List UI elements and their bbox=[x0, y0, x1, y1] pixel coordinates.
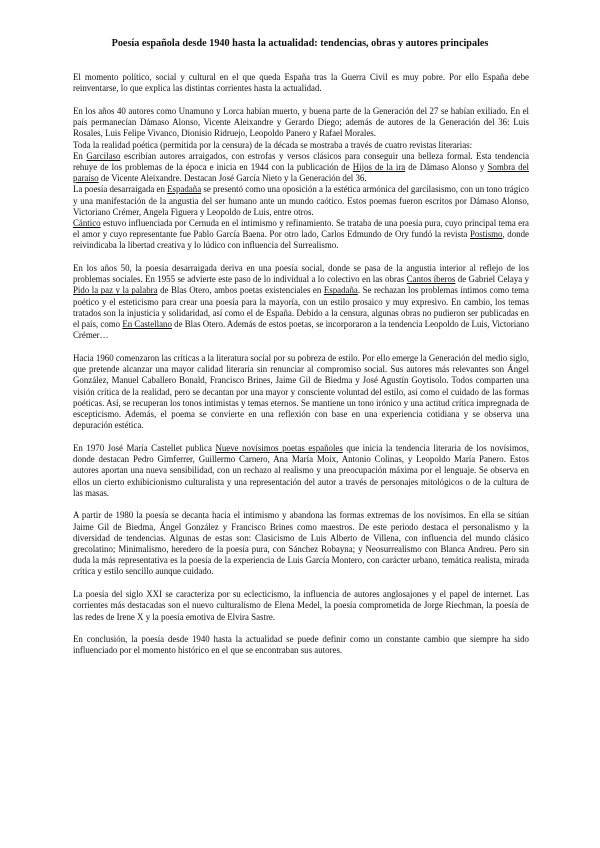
work-title-pido-la-paz: Pido la paz y la palabra bbox=[73, 285, 158, 296]
work-title-en-castellano: En Castellano bbox=[122, 319, 172, 330]
paragraph-40s-journals: Toda la realidad poética (permitida por la censura) de la década se mostraba a través de cuatro revistas literarias: bbox=[73, 139, 473, 150]
document-title: Poesía española desde 1940 hasta la actualidad: tendencias, obras y autores principales bbox=[111, 38, 489, 49]
paragraph-70s: En 1970 José María Castellet publica Nueve novísimos poetas españoles que inicia la tendencia literaria de los novísimos, donde destacan Pedro Gimferrer, Guillermo Carnero, Ana María Moix, Antonio Colinas, y Leopoldo María Panero. Estos autores aportan una nueva sensibilidad, con un rechazo al realismo y una preocupación máxima por el lenguaje. Se observa en ellos un cierto exhibicionismo culturalista y una representación del autor a través de personajes mitológicos o de la cultura de las masas. bbox=[73, 442, 529, 498]
paragraph-cantico: Cántico estuvo influenciada por Cernuda en el intimismo y refinamiento. Se trataba de una poesía pura, cuyo principal tema era el amor y cuyo representante fue Pablo García Baena. Por otro lado, Carlos Edmundo de Ory fundó la revista Postismo, donde reivindicaba la libertad creativa y lo lúdico con influencia del Surrealismo. bbox=[73, 217, 529, 251]
paragraph-40s-authors: En los años 40 autores como Unamuno y Lorca habían muerto, y buena parte de la Generación del 27 se habían exiliado. En el país permanecían Dámaso Alonso, Vicente Aleixandre y Gerardo Diego; además de autores de la Generación del 36: Luis Rosales, Luis Felipe Vivanco, Dionisio Ridruejo, Leopoldo Panero y Rafael Morales. bbox=[73, 105, 529, 139]
work-title-hijos-de-la-ira: Hijos de la ira bbox=[352, 161, 406, 172]
paragraph-80s: A partir de 1980 la poesía se decanta hacia el intimismo y abandona las formas extremas de los novísimos. En ella se sitúan Jaime Gil de Biedma, Ángel González y Francisco Brines como maestros. De este periodo destaca el personalismo y la diversidad de tendencias. Algunas de estas son: Clasicismo de Luis Alberto de Villena, con influencia del mundo clásico grecolatino; Minimalismo, heredero de la poesía pura, con Sánchez Robayna; y Neosurrealismo con Blanca Andreu. Pero sin duda la más representativa es la poesía de la experiencia de Luis García Montero, con carácter urbano, temática realista, mirada crítica y estilo sencillo aunque cuidado. bbox=[73, 510, 529, 577]
document-body bbox=[73, 72, 529, 657]
journal-title-garcilaso: Garcilaso bbox=[86, 150, 121, 161]
paragraph-conclusion: En conclusión, la poesía desde 1940 hasta la actualidad se puede definir como un constante cambio que siempre ha sido influenciado por el momento histórico en el que se encontraban sus autores. bbox=[73, 634, 529, 656]
journal-title-espadana: Espadaña bbox=[167, 184, 202, 195]
paragraph-50s: En los años 50, la poesía desarraigada deriva en una poesía social, donde se pasa de la angustia interior al reflejo de los problemas sociales. En 1955 se advierte este paso de lo individual a lo colectivo en las obras Cantos íberos de Gabriel Celaya y Pido la paz y la palabra de Blas Otero, ambos poetas existenciales en Espadaña. Se rechazan los problemas íntimos como tema poético y el esteticismo para crear una poesía para la mayoría, con un estilo prosaico y muy expresivo. En cambio, los temas tratados son la injusticia y solidaridad, así como el de España. Debido a la censura, algunas obras no pudieron ser publicadas en el país, como En Castellano de Blas Otero. Además de estos poetas, se incorporaron a la tendencia Leopoldo de Luis, Victoriano Crémer… bbox=[73, 263, 530, 341]
paragraph-garcilaso: En Garcilaso escribían autores arraigados, con estrofas y versos clásicos para conseguir una belleza formal. Esta tendencia rehuye de los problemas de la época e inicia en 1944 con la publicación de Hijos de la ira de Dámaso Alonso y Sombra del paraíso de Vicente Aleixandre. Destacan José García Nieto y la Generación del 36. bbox=[73, 150, 530, 184]
paragraph-21st-century: La poesía del siglo XXI se caracteriza por su eclecticismo, la influencia de autores anglosajones y el papel de internet. Las corrientes más destacadas son el nuevo culturalismo de Elena Medel, la poesía comprometida de Jorge Riechman, la poesía de las redes de Irene X y la poesía emotiva de Elvira Sastre. bbox=[73, 589, 529, 622]
work-title-nueve-novisimos: Nueve novísimos poetas españoles bbox=[215, 442, 343, 453]
paragraph-intro: El momento político, social y cultural en el que queda España tras la Guerra Civil es muy pobre. Por ello España debe reinventarse, lo que explica las distintas corrientes hasta la actualidad. bbox=[73, 72, 529, 94]
work-title-cantos-iberos: Cantos íberos bbox=[406, 274, 456, 285]
paragraph-espadana: La poesía desarraigada en Espadaña se presentó como una oposición a la estética armónica del garcilasismo, con un tono trágico y una manifestación de la angustia del ser humano ante un mundo caótico. Estos poemas fueron escritos por Dámaso Alonso, Victoriano Crémer, Angela Figuera y Leopoldo de Luis, entre otros. bbox=[73, 184, 529, 217]
work-title-sombra-del-paraiso: Sombra del paraíso bbox=[73, 161, 529, 184]
journal-title-cantico: Cántico bbox=[73, 217, 101, 228]
paragraph-60s: Hacia 1960 comenzaron las críticas a la literatura social por su pobreza de estilo. Por ello emerge la Generación del medio siglo, que pretende alcanzar una mayor calidad literaria sin renunciar al compromiso social. Sus autores más relevantes son Ángel González, Manuel Caballero Bonald, Francisco Brines, Jaime Gil de Biedma y José Agustín Goytisolo. Todos comparten una visión crítica de la realidad, pero se decantan por una mayor y consciente voluntad del estilo, así como el cuidado de las formas poéticas. Así, se recuperan los tonos intimistas y temas eternos. Se mantiene un tono irónico y una actitud crítica impregnada de escepticismo. Además, el poema se convierte en una reflexión con base en una experiencia cotidiana y se observa una depuración estética. bbox=[73, 352, 529, 431]
journal-title-espadana-2: Espadaña bbox=[323, 285, 358, 296]
journal-title-postismo: Postismo bbox=[469, 229, 503, 240]
